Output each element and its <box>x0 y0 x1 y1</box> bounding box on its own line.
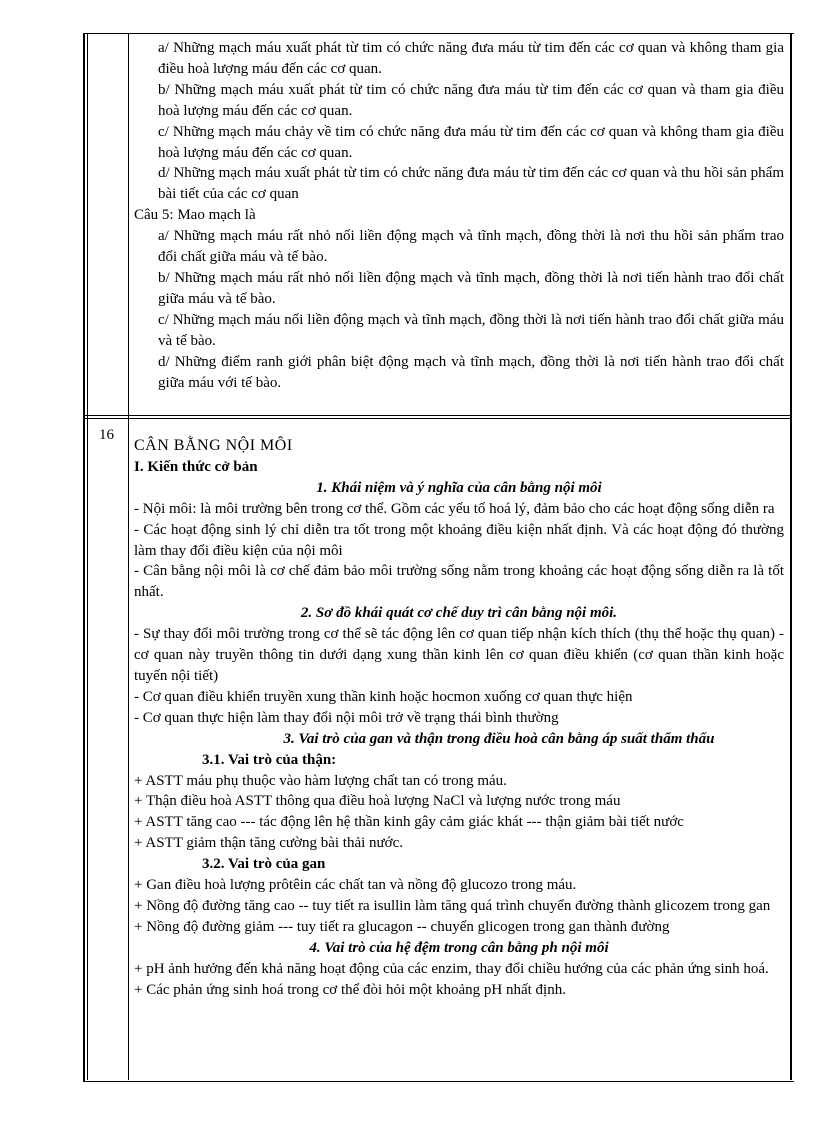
question-5: Câu 5: Mao mạch là <box>134 207 256 224</box>
heading-3-2: 3.2. Vai trò của gan <box>202 856 326 873</box>
lesson-title: CÂN BẰNG NỘI MÔI <box>134 437 293 454</box>
prev-option-a: a/ Những mạch máu xuất phát từ tim có chức năng đưa máu từ tim đến các cơ quan và không tham gia điều hoà lượng máu đến các cơ quan. <box>158 40 784 77</box>
heading-2: 2. Sơ đồ khái quát cơ chế duy trì cân bằng nội môi. <box>300 605 618 622</box>
table-row-divider <box>83 415 792 416</box>
heading-3: 3. Vai trò của gan và thận trong điều hoà cân bằng áp suất thẩm thấu <box>283 730 715 747</box>
paragraph-6: - Cơ quan thực hiện làm thay đổi nội môi trở về trạng thái bình thường <box>134 709 559 726</box>
prev-option-d: d/ Những mạch máu xuất phát từ tim có chức năng đưa máu từ tim đến các cơ quan và thu hồi sản phẩm bài tiết của các cơ quan <box>158 165 784 203</box>
table-column-divider <box>128 33 129 1080</box>
paragraph-3: - Cân bằng nội môi là cơ chế đảm bảo môi trường sống nằm trong khoảng các hoạt động sống diễn ra là tốt nhất. <box>134 563 784 601</box>
paragraph-10: + ASTT giảm thận tăng cường bài thải nước. <box>134 835 404 852</box>
q5-option-d: d/ Những điểm ranh giới phân biệt động mạch và tĩnh mạch, đồng thời là nơi tiến hành trao đổi chất giữa máu với tế bào. <box>158 353 784 391</box>
q5-option-c: c/ Những mạch máu nối liền động mạch và tĩnh mạch, đồng thời là nơi tiến hành trao đổi chất giữa máu và tế bào. <box>158 311 784 349</box>
row-number: 16 <box>99 427 114 443</box>
paragraph-8: + Thận điều hoà ASTT thông qua điều hoà lượng NaCl và lượng nước trong máu <box>134 793 621 810</box>
table-outer-border-inner <box>87 33 89 1080</box>
paragraph-12: + Nồng độ đường tăng cao -- tuy tiết ra isullin làm tăng quá trình chuyển đường thành glicozem trong gan <box>134 897 771 914</box>
paragraph-14: + pH ảnh hưởng đến khả năng hoạt động của các enzim, thay đổi chiều hướng của các phản ứng sinh hoá. <box>134 960 769 977</box>
paragraph-15: + Các phản ứng sinh hoá trong cơ thể đòi hỏi một khoảng pH nhất định. <box>134 981 566 998</box>
heading-1: 1. Khái niệm và ý nghĩa của cân bằng nội môi <box>316 479 602 496</box>
paragraph-4: - Sự thay đổi môi trường trong cơ thể sẽ tác động lên cơ quan tiếp nhận kích thích (thụ thể hoặc thụ quan) - cơ quan này truyền thông tin dưới dạng xung thần kinh lên cơ quan điều khiển (cơ quan thần kinh hoặc tuyến nội tiết) <box>134 626 784 684</box>
table-right-border <box>790 33 792 1080</box>
part-heading: I. Kiến thức cở bản <box>134 458 258 475</box>
table-row-divider-second <box>83 418 792 419</box>
paragraph-5: - Cơ quan điều khiển truyền xung thần kinh hoặc hocmon xuống cơ quan thực hiện <box>134 688 633 705</box>
prev-row-content <box>134 38 784 393</box>
row16-content <box>134 436 784 1000</box>
prev-option-c: c/ Những mạch máu chảy về tim có chức năng đưa máu từ tim đến các cơ quan và không tham gia điều hoà lượng máu đến các cơ quan. <box>158 123 784 161</box>
paragraph-13: + Nồng độ đường giảm --- tuy tiết ra glucagon -- chuyển glicogen trong gan thành đường <box>134 918 670 935</box>
paragraph-2: - Các hoạt động sinh lý chỉ diễn tra tốt trong một khoảng điều kiện nhất định. Và các hoạt động đó thường làm thay đổi điều kiện của nội môi <box>134 521 784 559</box>
q5-option-b: b/ Những mạch máu rất nhỏ nối liền động mạch và tĩnh mạch, đồng thời là nơi tiến hành trao đổi chất giữa máu và tế bào. <box>158 269 784 307</box>
paragraph-1: - Nội môi: là môi trường bên trong cơ thể. Gồm các yếu tố hoá lý, đảm bảo cho các hoạt động sống diễn ra <box>134 500 775 517</box>
paragraph-11: + Gan điều hoà lượng prôtêin các chất tan và nồng độ glucozo trong máu. <box>134 877 577 894</box>
prev-option-b: b/ Những mạch máu xuất phát từ tim có chức năng đưa máu từ tim đến các cơ quan và tham gia điều hoà lượng máu đến các cơ quan. <box>158 81 784 119</box>
q5-option-a: a/ Những mạch máu rất nhỏ nối liền động mạch và tĩnh mạch, đồng thời là nơi thu hồi sản phẩm trao đổi chất giữa máu và tế bào. <box>158 228 784 266</box>
heading-3-1: 3.1. Vai trò của thận: <box>202 751 337 768</box>
paragraph-9: + ASTT tăng cao --- tác động lên hệ thần kinh gây cảm giác khát --- thận giảm bài tiết nước <box>134 814 684 831</box>
paragraph-7: + ASTT máu phụ thuộc vào hàm lượng chất tan có trong máu. <box>134 772 507 789</box>
heading-4: 4. Vai trò của hệ đệm trong cân bằng ph nội môi <box>309 939 609 956</box>
